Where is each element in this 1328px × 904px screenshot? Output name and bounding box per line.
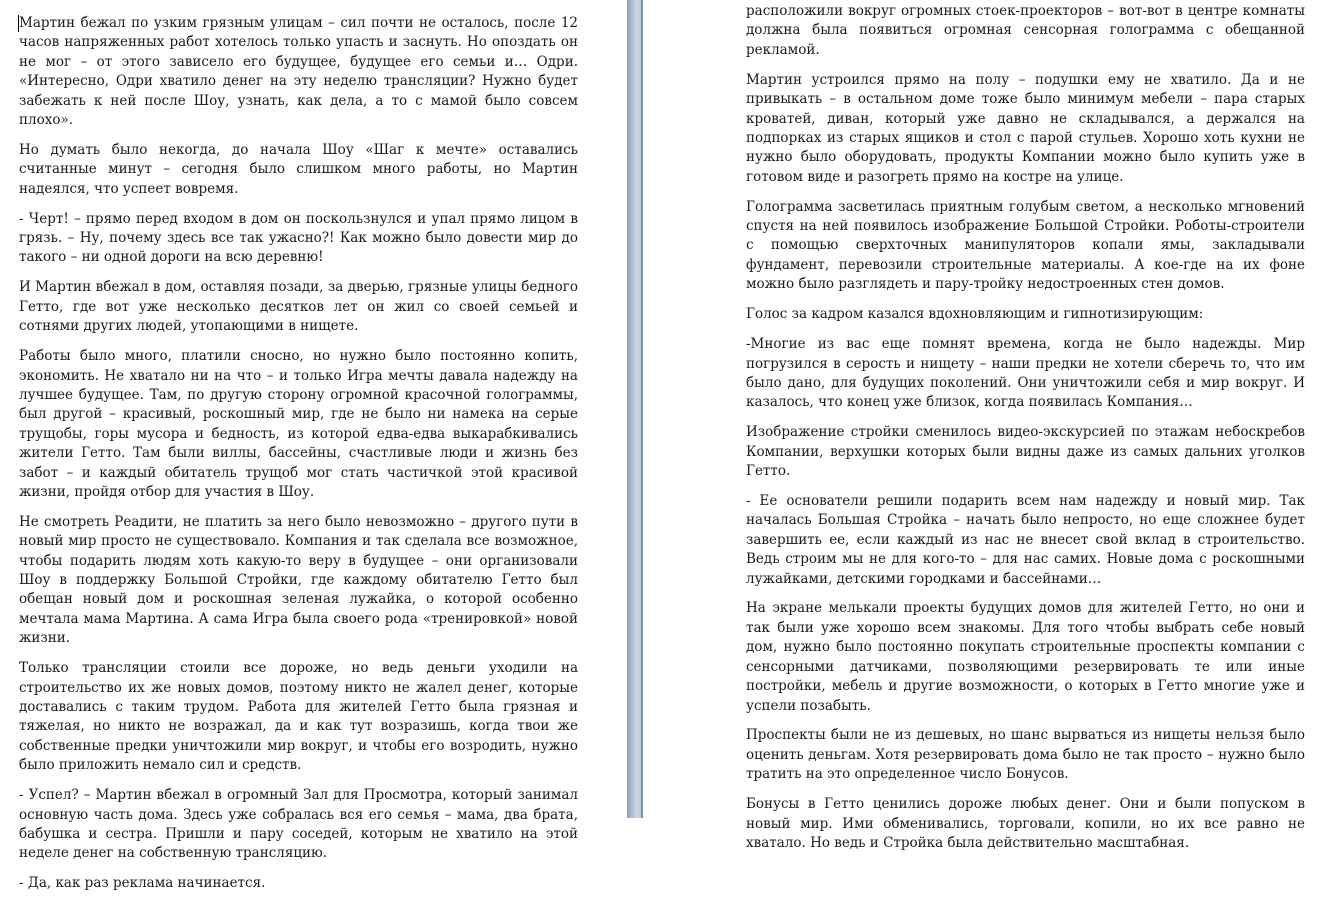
- left-page-text[interactable]: [19, 14, 578, 904]
- paragraph: Только трансляции стоили все дороже, но ведь деньги уходили на строительство их же новых домов, поэтому никто не жалел денег, которые доставались с таким трудом. Работа для жителей Гетто была грязная и тяжелая, но никто не возражал, да и как тут возразишь, когда твои же собственные предки уничтожили мир вокруг, и чтобы его возродить, нужно было приложить немало сил и средств.: [19, 660, 578, 774]
- right-page-text[interactable]: [746, 2, 1305, 864]
- paragraph: - Черт! – прямо перед входом в дом он поскользнулся и упал прямо лицом в грязь. – Ну, почему здесь все так ужасно?! Как можно было довести мир до такого – ни одной дороги на всю деревню!: [19, 210, 578, 266]
- right-page[interactable]: [643, 0, 1328, 851]
- paragraph: И Мартин вбежал в дом, оставляя позади, за дверью, грязные улицы бедного Гетто, где вот уже несколько десятков лет он жил со своей семьей и сотнями других людей, утопающими в нищете.: [19, 279, 578, 335]
- paragraph: На экране мелькали проекты будущих домов для жителей Гетто, но они и так были уже хорошо всем знакомы. Для того чтобы выбрать себе новый дом, нужно было постоянно покупать строительные проспекты компании с сенсорными датчиками, позволяющими резервировать те или иные постройки, мебель и другие возможности, о которых в Гетто многие уже и успели позабыть.: [746, 600, 1305, 714]
- paragraph: Бонусы в Гетто ценились дороже любых денег. Они и были попуском в новый мир. Ими обменивались, торговали, копили, но их все равно не хватало. Но ведь и Стройка была действительно масштабная.: [746, 796, 1305, 851]
- paragraph: Мартин устроился прямо на полу – подушки ему не хватило. Да и не привыкать – в остальном доме тоже было минимум мебели – пара старых кроватей, диван, который уже давно не складывался, а держался на подпорках из старых ящиков и стол с парой стульев. Хорошо хоть кухни не нужно было оборудовать, продукты Компании можно было купить уже в готовом виде и разогреть прямо на костре на улице.: [746, 71, 1305, 185]
- paragraph: Работы было много, платили сносно, но нужно было постоянно копить, экономить. Не хватало ни на что – и только Игра мечты давала надежду на лучшее будущее. Там, по другую сторону огромной красочной голограммы, был другой – красивый, роскошный мир, где не было ни намека на серые трущобы, горы мусора и бедность, из которой едва-едва выкарабкивались жители Гетто. Там были виллы, бассейны, счастливые люди и жизнь без забот – и каждый обитатель трущоб мог стать частичкой этой красивой жизни, пройдя отбор для участия в Шоу.: [19, 348, 578, 500]
- paragraph: Мартин бежал по узким грязным улицам – сил почти не осталось, после 12 часов напряженных работ хотелось только упасть и заснуть. Но опоздать он не мог – от этого зависело его будущее, будущее его семьи и… Одри. «Интересно, Одри хватило денег на эту неделю трансляции? Нужно будет забежать к ней после Шоу, узнать, как дела, а то с мамой было совсем плохо».: [19, 15, 578, 129]
- paragraph: - Успел? – Мартин вбежал в огромный Зал для Просмотра, который занимал основную часть дома. Здесь уже собралась вся его семья – мама, два брата, бабушка и сестра. Пришли и пару соседей, которым не хватило на этой неделе денег на собственную трансляцию.: [19, 787, 578, 862]
- paragraph: Изображение стройки сменилось видео-экскурсией по этажам небоскребов Компании, верхушки которых были видны даже из самых дальних уголков Гетто.: [746, 424, 1305, 480]
- paragraph: Но думать было некогда, до начала Шоу «Шаг к мечте» оставались считанные минут – сегодня было слишком много работы, но Мартин надеялся, что успеет вовремя.: [19, 141, 578, 197]
- paragraph: Голос за кадром казался вдохновляющим и гипнотизирующим:: [746, 306, 1204, 323]
- paragraph: Проспекты были не из дешевых, но шанс вырваться из нищеты нельзя было оценить деньгам. Хотя резервировать дома было не так просто – нужно было тратить на это определенное число Бонусов.: [746, 727, 1305, 783]
- paragraph: - Да, как раз реклама начинается.: [19, 875, 266, 892]
- paragraph: Голограмма засветилась приятным голубым светом, а несколько мгновений спустя на ней появилось изображение Большой Стройки. Роботы-строители с помощью сверхточных манипуляторов копали ямы, закладывали фундамент, перевозили строительные материалы. А кое-где на их фоне можно было разглядеть и пару-тройку недостроенных стен домов.: [746, 198, 1305, 293]
- paragraph: Не смотреть Реадити, не платить за него было невозможно – другого пути в новый мир просто не существовало. Компания и так сделала все возможное, чтобы подарить людям хоть какую-то веру в будущее – они организовали Шоу в поддержку Большой Стройки, где каждому обитателю Гетто был обещан новый дом и роскошная зеленая лужайка, о которой особенно мечтала мама Мартина. А сама Игра была своего рода «тренировкой» новой жизни.: [19, 513, 578, 647]
- paragraph: расположили вокруг огромных стоек-проекторов – вот-вот в центре комнаты должна была появиться огромная сенсорная голограмма с обещанной рекламой.: [746, 3, 1305, 58]
- left-page[interactable]: [0, 0, 627, 892]
- paragraph: - Ее основатели решили подарить всем нам надежду и новый мир. Так началась Большая Стройка – начать было непросто, но еще сложнее будет завершить ее, если каждый из нас не внесет свой вклад в строительство. Ведь строим мы не для кого-то – для нас самих. Новые дома с роскошными лужайками, детскими городками и бассейнами…: [746, 492, 1305, 587]
- paragraph: -Многие из вас еще помнят времена, когда не было надежды. Мир погрузился в серость и нищету – наши предки не хотели сберечь то, что им было дано, для будущих поколений. Они уничтожили себя и мир вокруг. И казалось, что конец уже близок, когда появилась Компания…: [746, 336, 1305, 411]
